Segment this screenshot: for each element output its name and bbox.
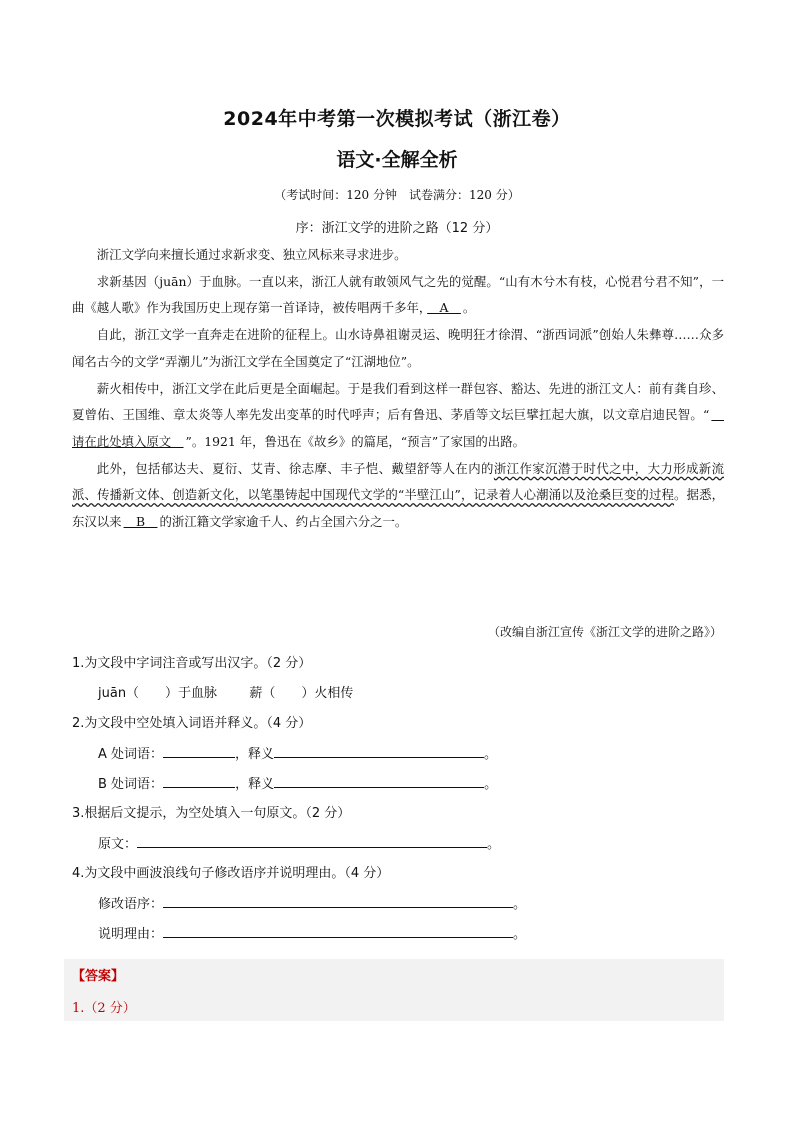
p5-text-b: 。据悉，东汉以来 — [72, 487, 725, 530]
p4-text-b: ”。1921 年，鲁迅在《故乡》的篇尾，“预言”了家国的出路。 — [185, 433, 525, 449]
q1-item-b: 薪（ ）火相传 — [249, 686, 354, 701]
passage-paragraph-1: 浙江文学向来擅长通过求新求变、独立风标来寻求进步。 — [96, 247, 407, 262]
exam-info: （考试时间：120 分钟 试卷满分：120 分） — [274, 188, 520, 202]
question-3-answer — [72, 833, 724, 863]
question-1-items — [72, 683, 724, 713]
q2-b-word-line[interactable] — [163, 773, 235, 788]
question-3: 3.根据后文提示，为空处填入一句原文。（2 分） — [72, 806, 351, 821]
passage-paragraph-3: 自此，浙江文学一直奔走在进阶的征程上。山水诗鼻祖谢灵运、晚明狂才徐渭、“浙西词派”创始人朱彝尊……众多闻名古今的文学“弄潮儿”为浙江文学在全国奠定了“江湖地位”。 — [72, 327, 724, 369]
question-4: 4.为文段中画波浪线句子修改语序并说明理由。（4 分） — [72, 866, 390, 881]
reading-passage — [72, 242, 724, 536]
question-1: 1.为文段中字词注音或写出汉字。（2 分） — [72, 656, 312, 671]
question-4-item-b — [72, 923, 724, 953]
answer-box — [64, 959, 724, 1021]
question-4-item-a — [72, 893, 724, 923]
q2-a-word-line[interactable] — [163, 743, 235, 758]
q2-b-explain-line[interactable] — [274, 773, 484, 788]
passage-paragraph-2 — [72, 269, 724, 322]
p2-text-b: 。 — [462, 300, 476, 316]
q4-a-period: 。 — [513, 897, 527, 912]
answer-label: 【答案】 — [72, 969, 125, 984]
question-2: 2.为文段中空处填入词语并释义。（4 分） — [72, 716, 312, 731]
passage-paragraph-4 — [72, 376, 724, 456]
p5-text-a: 此外，包括郁达夫、夏衍、艾青、徐志摩、丰子恺、戴望舒等人在内的 — [96, 460, 494, 476]
q2-b-period: 。 — [484, 777, 498, 792]
q2-a-label: A 处词语： — [98, 747, 164, 762]
question-2-item-b — [72, 773, 724, 803]
question-2-item-a — [72, 743, 724, 773]
q4-a-label: 修改语序： — [98, 897, 164, 912]
p2-text-a: 求新基因（juān）于血脉。一直以来，浙江人就有敢领风气之先的觉醒。“山有木兮木有枝，心悦君兮君不知”，一曲《越人歌》作为我国历史上现存第一首译诗，被传唱两千多年， — [72, 273, 724, 316]
q2-a-explain-line[interactable] — [274, 743, 484, 758]
exam-subtitle: 语文·全解全析 — [336, 149, 458, 171]
q2-a-explain: ，释义 — [235, 747, 275, 762]
q2-a-period: 。 — [484, 747, 498, 762]
q3-period: 。 — [487, 837, 501, 852]
q4-b-label: 说明理由： — [98, 927, 164, 942]
blank-a: A — [427, 300, 461, 316]
questions-section — [72, 653, 724, 953]
wavy-underlined-sentence: 浙江作家沉潜于时代之中，大力形成新流派、传播新文体、创造新文化，以笔墨铸起中国现代文学的“半壁江山”，记录着人心潮涌以及沧桑巨变的过程 — [72, 460, 725, 503]
q4-b-period: 。 — [513, 927, 527, 942]
p5-text-c: 的浙江籍文学家逾千人、约占全国六分之一。 — [159, 514, 408, 530]
q4-a-answer-line[interactable] — [163, 893, 513, 908]
blank-original-text: 请在此处填入原文 — [72, 407, 724, 449]
q2-b-explain: ，释义 — [235, 777, 275, 792]
q3-answer-line[interactable] — [137, 833, 487, 848]
q2-b-label: B 处词语： — [98, 777, 164, 792]
q3-label: 原文： — [98, 837, 138, 852]
p4-text-a: 薪火相传中，浙江文学在此后更是全面崛起。于是我们看到这样一群包容、豁达、先进的浙江文人：前有龚自珍、夏曾佑、王国维、章太炎等人率先发出变革的时代呼声；后有鲁迅、茅盾等文坛巨擘扛起大旗，以文章启迪民智。“ — [72, 380, 724, 423]
exam-title: 2024年中考第一次模拟考试（浙江卷） — [223, 108, 571, 130]
passage-paragraph-5 — [72, 456, 724, 536]
q1-item-a: juān（ ）于血脉 — [98, 686, 218, 701]
blank-b: B — [123, 514, 158, 530]
passage-source: （改编自浙江宣传《浙江文学的进阶之路》） — [487, 625, 722, 639]
answer-item-1: 1.（2 分） — [72, 1001, 136, 1016]
section-title: 序：浙江文学的进阶之路（12 分） — [295, 221, 499, 236]
q4-b-answer-line[interactable] — [163, 923, 513, 938]
